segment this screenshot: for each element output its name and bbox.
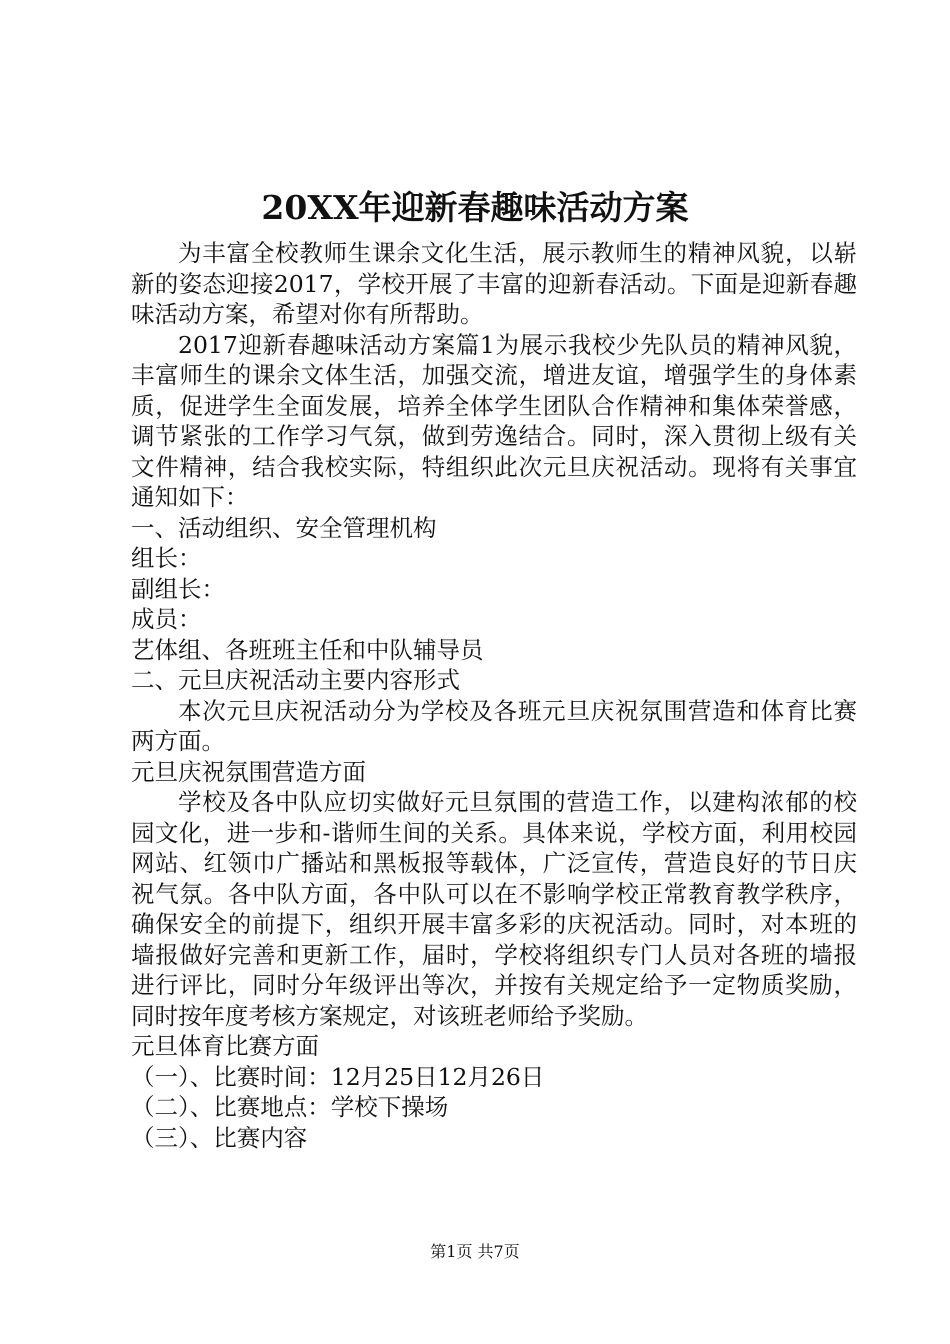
leader-line: 组长： [131, 544, 202, 572]
members-detail-line: 艺体组、各班班主任和中队辅导员 [131, 635, 484, 664]
section-heading-content: 二、元旦庆祝活动主要内容形式 [131, 666, 460, 694]
plan-paragraph: 2017迎新春趣味活动方案篇1为展示我校少先队员的精神风貌，丰富师生的课余文体生活，加强交流，增进友谊，增强学生的身体素质，促进学生全面发展，培养全体学生团队合作精神和集体荣誉感，调节紧张的工作学习气氛，做到劳逸结合。同时，深入贯彻上级有关文件精神，结合我校实际，特组织此次元旦庆祝活动。现将有关事宜通知如下： [131, 330, 857, 511]
deputy-leader-line: 副组长： [131, 574, 225, 603]
sports-content-line: （三）、比赛内容 [131, 1123, 308, 1152]
members-line: 成员： [131, 605, 202, 633]
document-body [131, 238, 857, 1153]
content-paragraph: 本次元旦庆祝活动分为学校及各班元旦庆祝氛围营造和体育比赛两方面。 [131, 696, 857, 755]
page-footer: 第1页 共7页 [430, 1242, 520, 1261]
document-title: 20XX年迎新春趣味活动方案 [261, 188, 689, 227]
subheading-atmosphere: 元旦庆祝氛围营造方面 [131, 757, 366, 786]
intro-paragraph: 为丰富全校教师生课余文化生活，展示教师生的精神风貌，以崭新的姿态迎接2017，学校开展了丰富的迎新春活动。下面是迎新春趣味活动方案，希望对你有所帮助。 [131, 239, 857, 328]
sports-location-line: （二）、比赛地点：学校下操场 [131, 1093, 449, 1121]
section-heading-organization: 一、活动组织、安全管理机构 [131, 513, 437, 542]
atmosphere-paragraph: 学校及各中队应切实做好元旦氛围的营造工作，以建构浓郁的校园文化，进一步和-谐师生间的关系。具体来说，学校方面，利用校园网站、红领巾广播站和黑板报等载体，广泛宣传，营造良好的节日庆祝气氛。各中队方面，各中队可以在不影响学校正常教育教学秩序，确保安全的前提下，组织开展丰富多彩的庆祝活动。同时，对本班的墙报做好完善和更新工作，届时，学校将组织专门人员对各班的墙报进行评比，同时分年级评出等次，并按有关规定给予一定物质奖励，同时按年度考核方案规定，对该班老师给予奖励。 [131, 788, 857, 1030]
sports-time-line: （一）、比赛时间：12月25日12月26日 [131, 1062, 545, 1091]
subheading-sports: 元旦体育比赛方面 [131, 1032, 319, 1060]
